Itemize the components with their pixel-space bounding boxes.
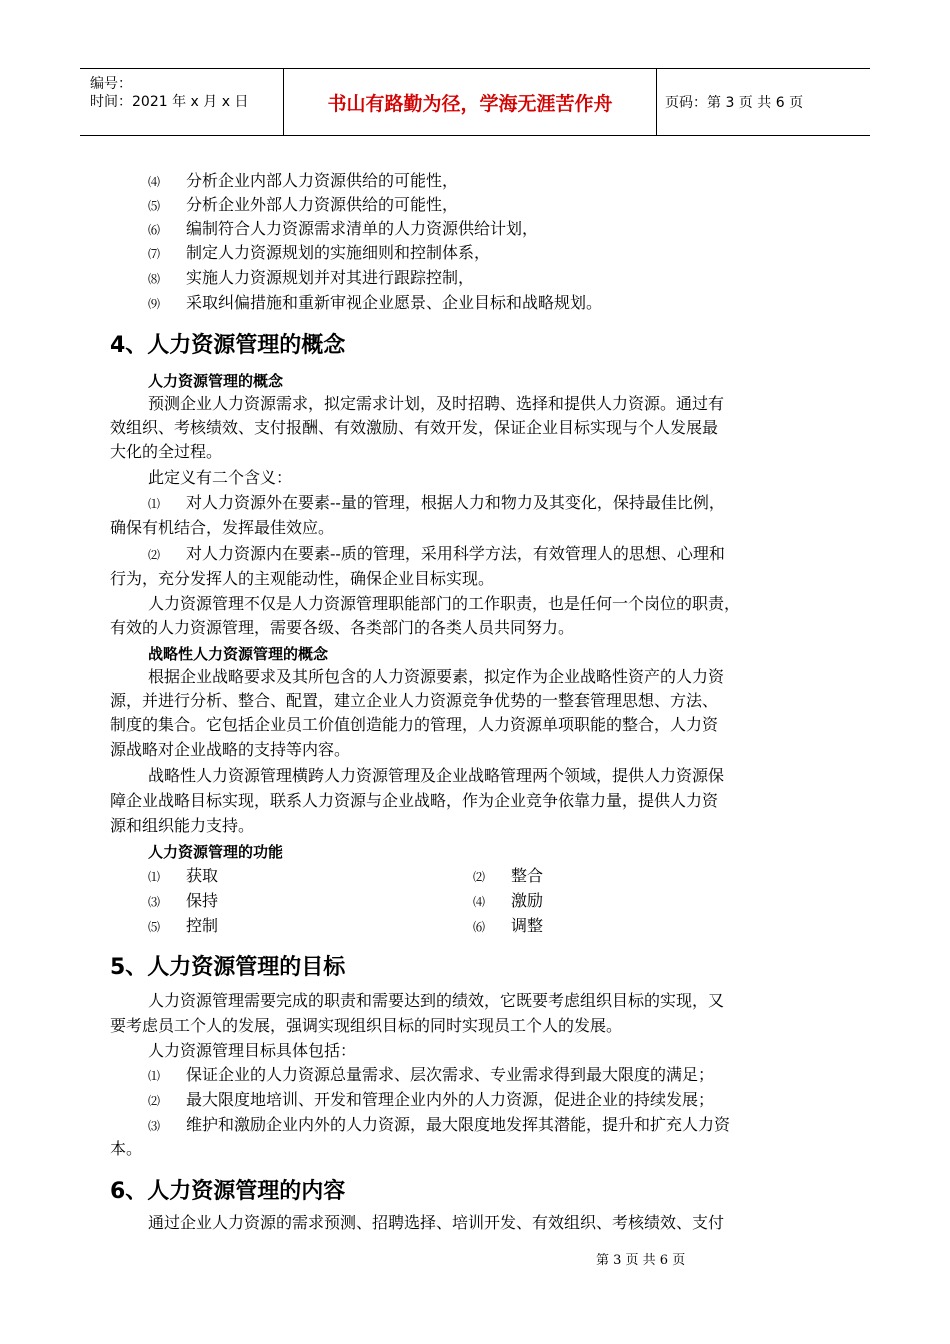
list-item: ⑵ 对人力资源内在要素--质的管理，采用科学方法，有效管理人的思想、心理和 bbox=[148, 544, 725, 563]
function-item: ⑹ 调整 bbox=[473, 916, 544, 935]
paragraph-line: 行为，充分发挥人的主观能动性，确保企业目标实现。 bbox=[110, 569, 495, 588]
paragraph-line: 要考虑员工个人的发展，强调实现组织目标的同时实现员工个人的发展。 bbox=[110, 1016, 623, 1035]
paragraph-line: 源和组织能力支持。 bbox=[110, 816, 255, 835]
list-item: ⑺ 制定人力资源规划的实施细则和控制体系， bbox=[148, 243, 491, 262]
list-item: ⑻ 实施人力资源规划并对其进行跟踪控制， bbox=[148, 268, 475, 287]
paragraph-line: 确保有机结合，发挥最佳效应。 bbox=[110, 518, 335, 537]
paragraph-line: 通过企业人力资源的需求预测、招聘选择、培训开发、有效组织、考核绩效、支付 bbox=[148, 1213, 725, 1232]
code-label: 编号： bbox=[90, 76, 132, 92]
sub-heading: 人力资源管理的功能 bbox=[148, 843, 284, 861]
paragraph-line: 效组织、考核绩效、支付报酬、有效激励、有效开发，保证企业目标实现与个人发展最 bbox=[110, 418, 719, 437]
paragraph-line: 源战略对企业战略的支持等内容。 bbox=[110, 740, 351, 759]
list-item: ⑶ 维护和激励企业内外的人力资源，最大限度地发挥其潜能，提升和扩充人力资 bbox=[148, 1115, 731, 1134]
function-item: ⑴ 获取 bbox=[148, 866, 219, 885]
header-table bbox=[80, 68, 870, 136]
paragraph-line: 人力资源管理需要完成的职责和需要达到的绩效，它既要考虑组织目标的实现，又 bbox=[148, 991, 725, 1010]
paragraph-line: 根据企业战略要求及其所包含的人力资源要素，拟定作为企业战略性资产的人力资 bbox=[148, 667, 725, 686]
list-item: ⑸ 分析企业外部人力资源供给的可能性， bbox=[148, 195, 459, 214]
header-page-label: 页码：第 3 页 共 6 页 bbox=[665, 95, 804, 111]
time-label: 时间：2021 年 x 月 x 日 bbox=[90, 94, 249, 110]
paragraph-line: 源，并进行分析、整合、配置，建立企业人力资源竞争优势的一整套管理思想、方法、 bbox=[110, 691, 719, 710]
paragraph-line: 制度的集合。它包括企业员工价值创造能力的管理，人力资源单项职能的整合，人力资 bbox=[110, 715, 719, 734]
paragraph-line: 有效的人力资源管理，需要各级、各类部门的各类人员共同努力。 bbox=[110, 618, 575, 637]
function-item: ⑶ 保持 bbox=[148, 891, 219, 910]
list-item: ⑴ 保证企业的人力资源总量需求、层次需求、专业需求得到最大限度的满足； bbox=[148, 1065, 715, 1084]
paragraph-line: 大化的全过程。 bbox=[110, 442, 223, 461]
paragraph-line: 战略性人力资源管理横跨人力资源管理及企业战略管理两个领域，提供人力资源保 bbox=[148, 766, 725, 785]
paragraph-line: 人力资源管理不仅是人力资源管理职能部门的工作职责，也是任何一个岗位的职责， bbox=[148, 594, 741, 613]
header-motto: 书山有路勤为径，学海无涯苦作舟 bbox=[284, 69, 657, 135]
list-item: ⑼ 采取纠偏措施和重新审视企业愿景、企业目标和战略规划。 bbox=[148, 293, 603, 312]
list-item: ⑷ 分析企业内部人力资源供给的可能性， bbox=[148, 171, 459, 190]
section-heading: 6、人力资源管理的内容 bbox=[110, 1179, 346, 1204]
section-heading: 5、人力资源管理的目标 bbox=[110, 955, 346, 980]
paragraph-line: 人力资源管理目标具体包括： bbox=[148, 1041, 357, 1060]
list-item: ⑵ 最大限度地培训、开发和管理企业内外的人力资源，促进企业的持续发展； bbox=[148, 1090, 715, 1109]
list-item: ⑹ 编制符合人力资源需求清单的人力资源供给计划， bbox=[148, 219, 539, 238]
page-footer: 第 3 页 共 6 页 bbox=[596, 1253, 686, 1268]
header-meta-cell bbox=[80, 69, 284, 135]
sub-heading: 战略性人力资源管理的概念 bbox=[148, 645, 329, 663]
list-item: ⑴ 对人力资源外在要素--量的管理，根据人力和物力及其变化，保持最佳比例， bbox=[148, 493, 725, 512]
section-heading: 4、人力资源管理的概念 bbox=[110, 333, 346, 358]
function-item: ⑸ 控制 bbox=[148, 916, 219, 935]
paragraph-line: 预测企业人力资源需求，拟定需求计划，及时招聘、选择和提供人力资源。通过有 bbox=[148, 394, 725, 413]
function-item: ⑷ 激励 bbox=[473, 891, 544, 910]
function-item: ⑵ 整合 bbox=[473, 866, 544, 885]
paragraph-line: 本。 bbox=[110, 1139, 143, 1158]
paragraph-line: 障企业战略目标实现，联系人力资源与企业战略，作为企业竞争依靠力量，提供人力资 bbox=[110, 791, 719, 810]
paragraph-line: 此定义有二个含义： bbox=[148, 468, 293, 487]
sub-heading: 人力资源管理的概念 bbox=[148, 372, 284, 390]
